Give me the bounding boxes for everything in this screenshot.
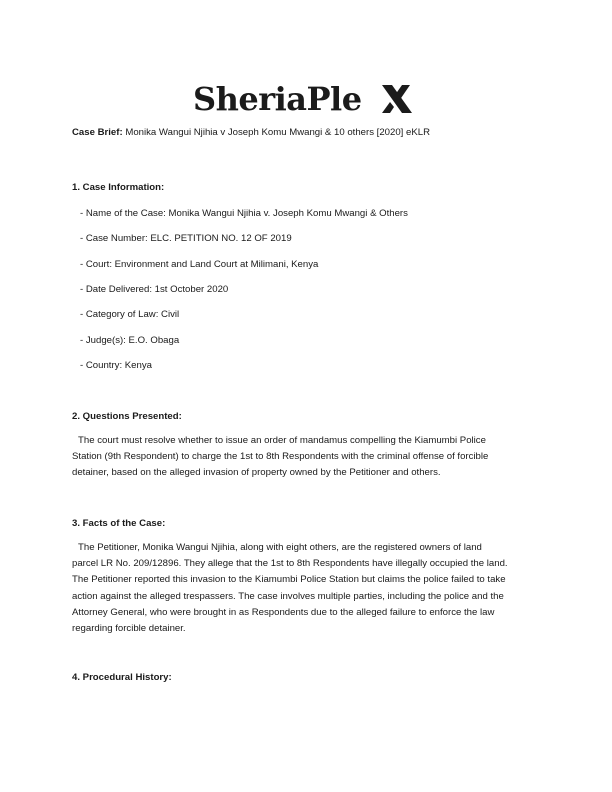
paragraph-line: The court must resolve whether to issue an order of mandamus compelling the Kiamumbi Police: [78, 435, 486, 446]
case-info-item-country: - Country: Kenya: [80, 360, 152, 371]
paragraph-line: Attorney General, who were brought in as Respondents due to the alleged failure to enforce the law: [72, 606, 495, 618]
section-heading-facts: 3. Facts of the Case:: [72, 518, 166, 529]
case-brief-title: Monika Wangui Njihia v Joseph Komu Mwangi & 10 others [2020] eKLR: [125, 127, 430, 138]
case-info-item-judge: - Judge(s): E.O. Obaga: [80, 335, 180, 346]
section-heading-questions-presented: 2. Questions Presented:: [72, 411, 182, 422]
paragraph-line: The Petitioner, Monika Wangui Njihia, along with eight others, are the registered owners of land: [78, 542, 482, 553]
paragraph-line: regarding forcible detainer.: [72, 623, 186, 635]
case-info-item-category: - Category of Law: Civil: [80, 309, 180, 320]
paragraph-line: detainer, based on the alleged invasion of property owned by the Petitioner and others.: [72, 467, 441, 479]
case-brief-line: [72, 127, 430, 138]
x-mark-icon: [380, 82, 414, 116]
logo-wordmark: SheriaPle: [193, 80, 362, 118]
case-info-item-date: - Date Delivered: 1st October 2020: [80, 284, 229, 295]
paragraph-line: Station (9th Respondent) to charge the 1st to 8th Respondents with the criminal offense of forcible: [72, 451, 489, 463]
section-heading-procedural-history: 4. Procedural History:: [72, 672, 172, 683]
paragraph-line: action against the alleged trespassers. The case involves multiple parties, including the police and the: [72, 590, 504, 602]
case-info-item-name: - Name of the Case: Monika Wangui Njihia v. Joseph Komu Mwangi & Others: [80, 208, 408, 219]
paragraph-line: parcel LR No. 209/12896. They allege that the 1st to 8th Respondents have illegally occupied the land.: [72, 558, 508, 570]
section-heading-case-information: 1. Case Information:: [72, 182, 165, 193]
case-info-item-number: - Case Number: ELC. PETITION NO. 12 OF 2019: [80, 233, 292, 244]
case-info-item-court: - Court: Environment and Land Court at Milimani, Kenya: [80, 259, 319, 270]
paragraph-line: The Petitioner reported this invasion to the Kiamumbi Police Station but claims the police failed to take: [72, 574, 506, 586]
sheriaplex-logo: [190, 80, 430, 118]
facts-paragraph: [72, 540, 542, 637]
case-brief-label: Case Brief:: [72, 127, 123, 138]
questions-presented-paragraph: [72, 433, 542, 482]
